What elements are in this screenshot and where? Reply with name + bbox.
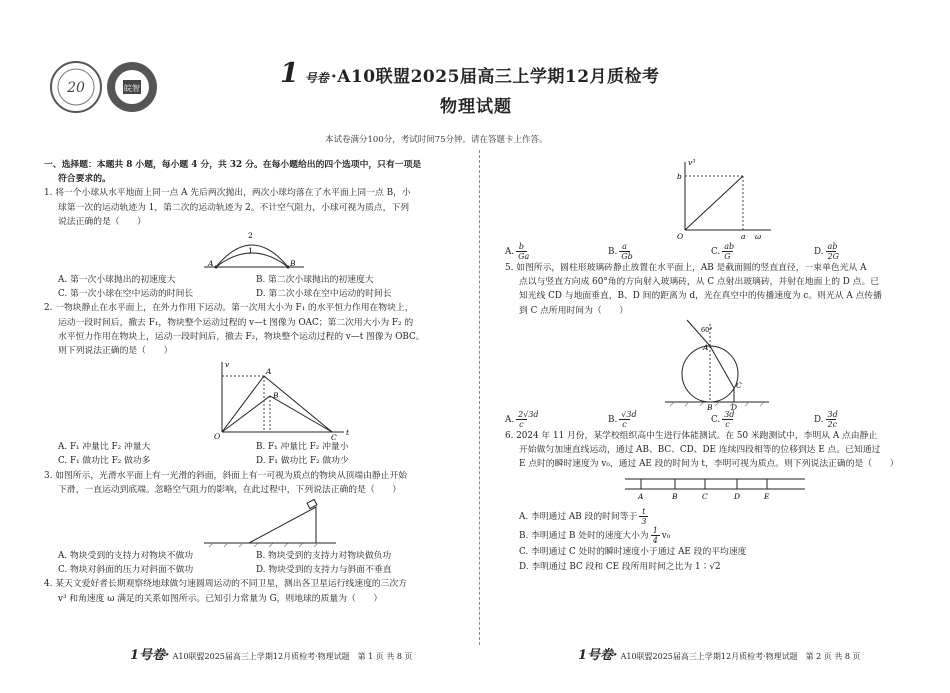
svg-text:皖智: 皖智 <box>124 84 140 93</box>
svg-text:60°: 60° <box>701 325 713 334</box>
svg-text:O: O <box>214 432 221 441</box>
svg-text:t: t <box>346 428 350 438</box>
trajectory-figure <box>44 229 454 273</box>
q5-options: A. $\frac{2√3d}{c}$ B. $\frac{√3d}{c}$ C. $\frac{3d}{c}$ D. $\frac{3d}{2c}$ <box>505 409 838 429</box>
brand-number: 1 <box>280 58 299 89</box>
svg-text:20: 20 <box>67 80 85 96</box>
exam-title: 1 号卷 ·A10联盟2025届高三上学期12月质检考 <box>280 58 660 89</box>
svg-text:D: D <box>734 492 741 502</box>
svg-text:B: B <box>707 402 713 410</box>
v3-omega-graph-figure <box>505 158 917 242</box>
wanzhi-logo-icon <box>107 62 157 112</box>
question-4: 4. 某天文爱好者长期观察绕地球做匀速圆周运动的不同卫星，测出各卫星运行线速度的三次方 v³ 和角速度 ω 满足的关系如图所示。已知引力常量为 G，则地球的质量为（ ） <box>44 579 408 604</box>
svg-text:D: D <box>731 402 738 410</box>
svg-text:A: A <box>266 367 272 377</box>
subject-title: 物理试题 <box>440 97 512 117</box>
question-1: 1. 将一个小球从水平地面上同一点 A 先后两次抛出，两次小球均落在了水平面上同一点 B，小 球第一次的运动轨迹为 1，第二次的运动轨迹为 2。不计空气阻力，小球可视为质点，下列 说法正确的是（ ） 2 1 A B A. 第一次小球抛出的初速度大 B. 第二次小球抛出的初速度大 C. 第一次小球在空中运动的时间长 D. 第二次小球在空中运动的时间长 <box>44 186 454 301</box>
svg-text:v: v <box>225 360 230 370</box>
incline-figure <box>44 497 454 549</box>
svg-text:C: C <box>331 433 337 441</box>
svg-text:A: A <box>208 259 214 269</box>
right-column <box>505 158 917 574</box>
svg-text:O: O <box>677 232 684 241</box>
question-3: 3. 如图所示，光滑水平面上有一光滑的斜面，斜面上有一可视为质点的物块从顶端由静止开始 下滑，一直运动到底端。忽略空气阻力的影响，在此过程中，下列说法正确的是（ ） A. 物块受到的支持力对物块不做功 B. 物块受到的支持力对物块做负功 C. 物块对斜面的压力对斜面不做功 D. 物块受到的支持力与斜面不垂直 <box>44 469 454 578</box>
svg-text:B: B <box>672 492 678 502</box>
track-figure <box>505 471 917 503</box>
svg-text:B: B <box>273 391 279 401</box>
school-logos <box>48 58 160 116</box>
footer-right: 1号卷· A10联盟2025届高三上学期12月质检考·物理试题 第 2 页 共 8 页 <box>578 648 861 663</box>
glass-cylinder-figure <box>505 318 917 410</box>
svg-text:A: A <box>703 342 709 352</box>
svg-text:E: E <box>764 492 770 502</box>
question-6: 6. 2024 年 11 月份，某学校组织高中生进行体能测试。在 50 米跑测试中，李明从 A 点由静止 开始做匀加速直线运动，通过 AB、BC、CD、DE 连续四段相等的位移到达 E 点。已知通过 E 点时的瞬时速度为 v₀，通过 AE 段的时间为 t，李明可视为质点。则下列说法正确的是（ ） A B C D E A. 李明通过 AB 段的时间等于 $\frac{t}{3}$ B. 李明通过 B 处时的速度大小为 $\frac{1}{4}$ v₀ C. 李明通过 C 处时的瞬时速度小于通过 AE 段的平均速度 D. 李明通过 BC 段和 CE 段所用时间之比为 1∶√2 <box>505 429 917 574</box>
title-text: A10联盟2025届高三上学期12月质检考 <box>337 67 660 87</box>
svg-text:A: A <box>638 492 644 502</box>
svg-text:ω: ω <box>755 232 762 241</box>
exam-notice: 本试卷满分100分，考试时间75分钟。请在答题卡上作答。 <box>325 135 548 145</box>
footer-left: 1号卷· A10联盟2025届高三上学期12月质检考·物理试题 第 1 页 共 8 页 <box>130 648 413 663</box>
svg-text:v³: v³ <box>688 158 696 167</box>
vt-graph-figure <box>44 358 454 440</box>
svg-text:C: C <box>702 492 708 502</box>
column-divider <box>479 150 480 645</box>
svg-text:C: C <box>736 380 742 390</box>
left-column: 一、选择题：本题共 8 小题，每小题 4 分，共 32 分。在每小题给出的四个选项中，只有一项是 符合要求的。 1. 将一个小球从水平地面上同一点 A 先后两次抛出，两次小球均落在了水平面上同一点 B，小 球第一次的运动轨迹为 1，第二次的运动轨迹为 2。不计空气阻力，小球可视为质点，下列 说法正确的是（ ） 2 1 A B A. 第一次小球抛出的初速度大 B. 第二次小球抛出的初速度大 C. 第一次小球在空中运动的时间长 D. 第二次小球在空中运动的时间长 2. 一物块静止在水平面上，在外力作用下运动。第一次用大小为 F₁ 的水平恒力作用在物块上， 运动一段时间后，撤去 F₁，物块整个运动过程的 v—t 图像为 OAC；第二次用大小为 F₂ 的 水平恒力作用在物块上，运动一段时间后，撤去 F₂，物块整个运动过程的 v—t 图像为 OBC。 则下列说法正确的是（ ） v t O A B C A. F₁ 冲量比 F₂ 冲量大 B. F₁ 冲量比 F₂ 冲量小 C. F₁ 做功比 F₂ 做功多 D. F₁ 做功比 F₂ 做功少 3. 如图所示，光滑水平面上有一光滑的斜面，斜面上有一可视为质点的物块从顶端由静止开始 下滑，一直运动到底端。忽略空气阻力的影响，在此过程中，下列说法正确的是（ ） A. 物块受到的支持力对物块不做功 B. 物块受到的支持力对物块做负功 C. 物块对斜面的压力对斜面不做功 D. 物块受到的支持力与斜面不垂直 4. 某天文爱好者长期观察绕地球做匀速圆周运动的不同卫星，测出各卫星运行线速度的三次方 v³ 和角速度 ω 满足的关系如图所示。已知引力常量为 G，则地球的质量为（ ） <box>44 158 454 606</box>
question-5: 5. 如图所示，圆柱形玻璃砖静止放置在水平面上，AB 是截面圆的竖直直径，一束单色光从 A 点以与竖直方向成 60°角的方向射入玻璃砖，从 C 点射出玻璃砖，并射在地面上的 D 点。已 知光线 CD 与地面垂直，B、D 间的距离为 d，光在真空中的传播速度为 c。则光从 A 点传播 到 C 点所用时间为（ ） 60° A B C D A. $\frac{2√3d}{c}$ B. $\frac{√3d}{c}$ C. $\frac{3d}{c}$ D. $\frac{3d}{2c}$ <box>505 261 917 429</box>
q4-options: A. $\frac{b}{Ga}$ B. $\frac{a}{Gb}$ C. $\frac{ab}{G}$ D. $\frac{ab}{2G}$ <box>505 242 840 261</box>
section-heading: 一、选择题：本题共 8 小题，每小题 4 分，共 32 分。在每小题给出的四个选项中，只有一项是 <box>44 160 422 170</box>
svg-text:B: B <box>290 259 296 269</box>
school-seal-icon <box>51 62 101 112</box>
brand-sub: 号卷 <box>304 71 329 85</box>
svg-text:a: a <box>741 232 746 241</box>
question-2: 2. 一物块静止在水平面上，在外力作用下运动。第一次用大小为 F₁ 的水平恒力作用在物块上， 运动一段时间后，撤去 F₁，物块整个运动过程的 v—t 图像为 OAC；第二次用大小为 F₂ 的 水平恒力作用在物块上，运动一段时间后，撤去 F₂，物块整个运动过程的 v—t 图像为 OBC。 则下列说法正确的是（ ） v t O A B C A. F₁ 冲量比 F₂ 冲量大 B. F₁ 冲量比 F₂ 冲量小 C. F₁ 做功比 F₂ 做功多 D. F₁ 做功比 F₂ 做功少 <box>44 301 454 468</box>
svg-text:1: 1 <box>248 246 253 256</box>
svg-text:b: b <box>677 172 682 181</box>
svg-text:2: 2 <box>248 231 253 241</box>
